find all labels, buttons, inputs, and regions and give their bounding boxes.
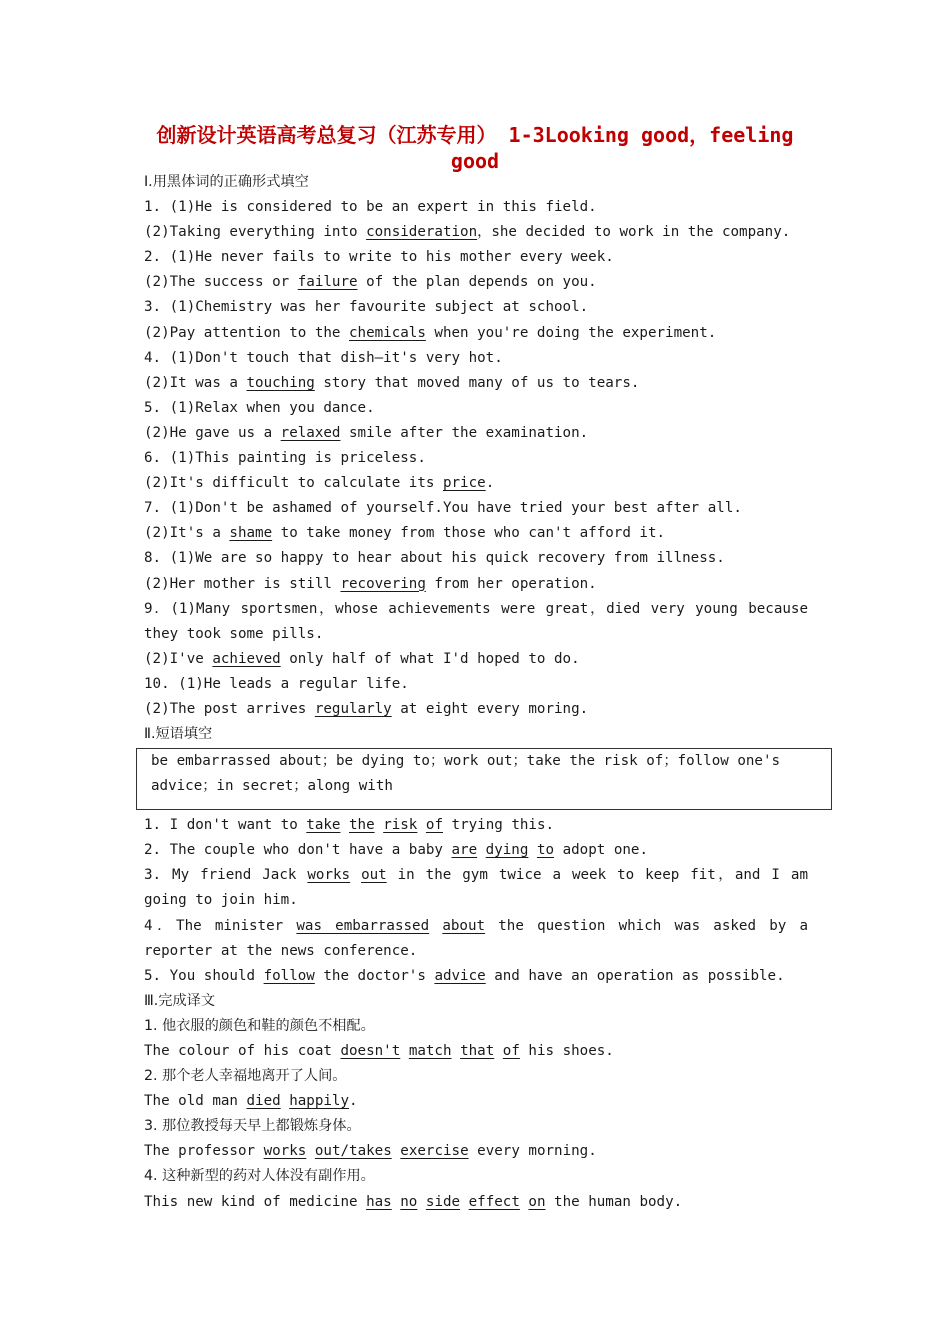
line-text: (2)Her mother is still <box>144 575 341 592</box>
answer-blank: effect <box>468 1193 520 1210</box>
line-text: in the gym twice a week to keep fit，and I am going to join him. <box>144 867 808 909</box>
answer-blank: to <box>536 842 555 859</box>
question-line: 8. (1)We are so happy to hear about his quick recovery from illness. <box>144 550 725 567</box>
answer-blank: advice <box>434 967 486 984</box>
line-text: the doctor's <box>314 967 435 984</box>
answer-blank: of <box>425 817 443 834</box>
line-text: his shoes. <box>519 1043 614 1059</box>
line-text: . <box>349 1093 358 1110</box>
line-text: story that moved many of us to tears. <box>314 374 640 391</box>
line-text: (2)Pay attention to the <box>144 324 349 341</box>
answer-blank: regularly <box>314 700 392 717</box>
answer-blank: follow <box>263 967 315 984</box>
line-text <box>306 1143 315 1159</box>
answer-blank: dying <box>485 842 529 859</box>
chinese-sentence: 4. 这种新型的药对人体没有副作用。 <box>144 1168 375 1185</box>
answer-line <box>144 421 808 446</box>
phrase-box <box>136 748 832 810</box>
line-text <box>400 1043 409 1059</box>
phrase-list: be embarrassed about；be dying to；work out；take the risk of；follow one's advice；in secret；along with <box>151 753 781 795</box>
question-line: 9．(1)Many sportsmen，whose achievements were great，died very young because they took some pills. <box>144 600 808 642</box>
answer-blank: touching <box>246 374 315 391</box>
answer-blank: no <box>400 1193 418 1210</box>
line-text: adopt one. <box>554 842 648 859</box>
line-text: (2)I've <box>144 650 213 667</box>
question-line: 1. (1)He is considered to be an expert in this field. <box>144 199 597 216</box>
section-heading: Ⅰ.用黑体词的正确形式填空 <box>144 174 309 190</box>
answer-blank: take <box>306 817 341 834</box>
answer-blank: happily <box>289 1093 350 1110</box>
translation-line <box>144 1089 808 1114</box>
line-text: 3. My friend Jack <box>144 867 308 884</box>
line-text <box>392 1143 401 1159</box>
answer-blank: price <box>442 475 486 492</box>
question-line: 5. (1)Relax when you dance. <box>144 399 375 416</box>
chinese-sentence: 3. 那位教授每天早上都锻炼身体。 <box>144 1118 361 1135</box>
translation-line <box>144 1039 808 1064</box>
question-line: 2. (1)He never fails to write to his mother every week. <box>144 249 614 266</box>
answer-blank: chemicals <box>349 324 426 341</box>
answer-line <box>144 321 808 346</box>
answer-blank: was embarrassed <box>296 917 430 934</box>
answer-blank: works <box>307 867 351 884</box>
answer-blank: failure <box>297 274 358 291</box>
exercise-line <box>144 813 808 838</box>
document-title: 创新设计英语高考总复习（江苏专用） 1-3Looking good，feeling good <box>156 123 794 173</box>
line-text <box>460 1194 469 1210</box>
line-text <box>417 1194 426 1210</box>
line-text: (2)Taking everything into <box>144 224 367 241</box>
section-heading: Ⅲ.完成译文 <box>144 992 216 1009</box>
answer-blank: doesn't <box>340 1043 401 1059</box>
line-text <box>528 842 537 858</box>
answer-blank: are <box>451 842 478 859</box>
answer-line <box>144 220 808 245</box>
answer-blank: achieved <box>212 650 281 667</box>
answer-blank: that <box>460 1043 495 1059</box>
answer-line <box>144 647 808 672</box>
line-text: smile after the examination. <box>340 424 589 441</box>
answer-line <box>144 471 808 496</box>
line-text <box>281 1093 290 1109</box>
line-text: the question which was asked by a reporter at the news conference. <box>144 917 809 959</box>
answer-blank: recovering <box>340 575 426 592</box>
section-heading: Ⅱ.短语填空 <box>144 726 213 743</box>
line-text: . <box>485 475 495 492</box>
question-line: 7. (1)Don't be ashamed of yourself.You have tried your best after all. <box>144 500 742 517</box>
answer-line <box>144 572 808 597</box>
question-line: 10. (1)He leads a regular life. <box>144 675 409 692</box>
line-text: The old man <box>144 1093 247 1110</box>
answer-blank: side <box>425 1193 461 1210</box>
line-text: of the plan depends on you. <box>357 274 597 291</box>
answer-blank: works <box>263 1143 307 1160</box>
line-text: 2. The couple who don't have a baby <box>144 842 452 859</box>
question-line: 3. (1)Chemistry was her favourite subject at school. <box>144 299 589 316</box>
line-text <box>494 1043 503 1059</box>
line-text: (2)The success or <box>144 274 298 291</box>
answer-blank: risk <box>383 817 418 834</box>
line-text: (2)He gave us a <box>144 424 281 441</box>
line-text <box>392 1194 401 1210</box>
answer-blank: consideration <box>366 224 478 241</box>
answer-line <box>144 371 808 396</box>
line-text: (2)It's difficult to calculate its <box>144 475 443 492</box>
line-text <box>429 918 442 934</box>
answer-blank: about <box>442 917 486 934</box>
answer-blank: relaxed <box>280 424 341 441</box>
line-text: This new kind of medicine <box>144 1193 367 1210</box>
line-text: to take money from those who can't afford it. <box>272 525 666 542</box>
line-text: ，she decided to work in the company. <box>477 224 791 241</box>
line-text: the human body. <box>545 1193 683 1210</box>
line-text: The colour of his coat <box>144 1043 341 1059</box>
question-line: 4. (1)Don't touch that dish—it's very hot. <box>144 349 503 366</box>
document-body <box>144 170 808 1215</box>
answer-blank: on <box>528 1193 546 1210</box>
line-text: from her operation. <box>425 575 597 592</box>
answer-blank: exercise <box>400 1143 469 1160</box>
line-text: when you're doing the experiment. <box>425 324 717 341</box>
answer-blank: shame <box>229 525 273 542</box>
answer-line <box>144 521 808 546</box>
line-text: (2)The post arrives <box>144 700 315 717</box>
question-line: 6. (1)This painting is priceless. <box>144 450 426 467</box>
line-text: 4．The minister <box>144 917 297 934</box>
exercise-line <box>144 863 808 913</box>
line-text: trying this. <box>443 817 555 834</box>
answer-blank: has <box>366 1193 392 1210</box>
line-text: 5. You should <box>144 967 264 984</box>
answer-blank: of <box>502 1043 520 1059</box>
line-text <box>340 817 349 833</box>
chinese-sentence: 1. 他衣服的颜色和鞋的颜色不相配。 <box>144 1017 375 1034</box>
exercise-line <box>144 964 808 989</box>
line-text: at eight every moring. <box>391 700 589 717</box>
line-text <box>417 817 426 833</box>
exercise-line <box>144 838 808 863</box>
answer-blank: the <box>349 817 375 834</box>
line-text: only half of what I'd hoped to do. <box>280 650 580 667</box>
answer-blank: out/takes <box>314 1143 392 1160</box>
answer-line <box>144 270 808 295</box>
line-text: 1. I don't want to <box>144 817 307 834</box>
answer-blank: died <box>246 1093 281 1110</box>
exercise-line <box>144 914 808 964</box>
answer-line <box>144 697 808 722</box>
line-text: every morning. <box>468 1143 597 1160</box>
translation-line <box>144 1139 808 1164</box>
line-text: (2)It was a <box>144 374 247 391</box>
line-text <box>350 867 361 883</box>
line-text <box>375 817 384 833</box>
line-text: (2)It's a <box>144 525 230 542</box>
answer-blank: out <box>361 867 387 884</box>
translation-line <box>144 1190 808 1215</box>
chinese-sentence: 2. 那个老人幸福地离开了人间。 <box>144 1068 347 1085</box>
line-text <box>452 1043 461 1059</box>
line-text <box>477 842 486 858</box>
line-text: and have an operation as possible. <box>485 967 785 984</box>
line-text: The professor <box>144 1143 264 1160</box>
answer-blank: match <box>408 1043 452 1059</box>
